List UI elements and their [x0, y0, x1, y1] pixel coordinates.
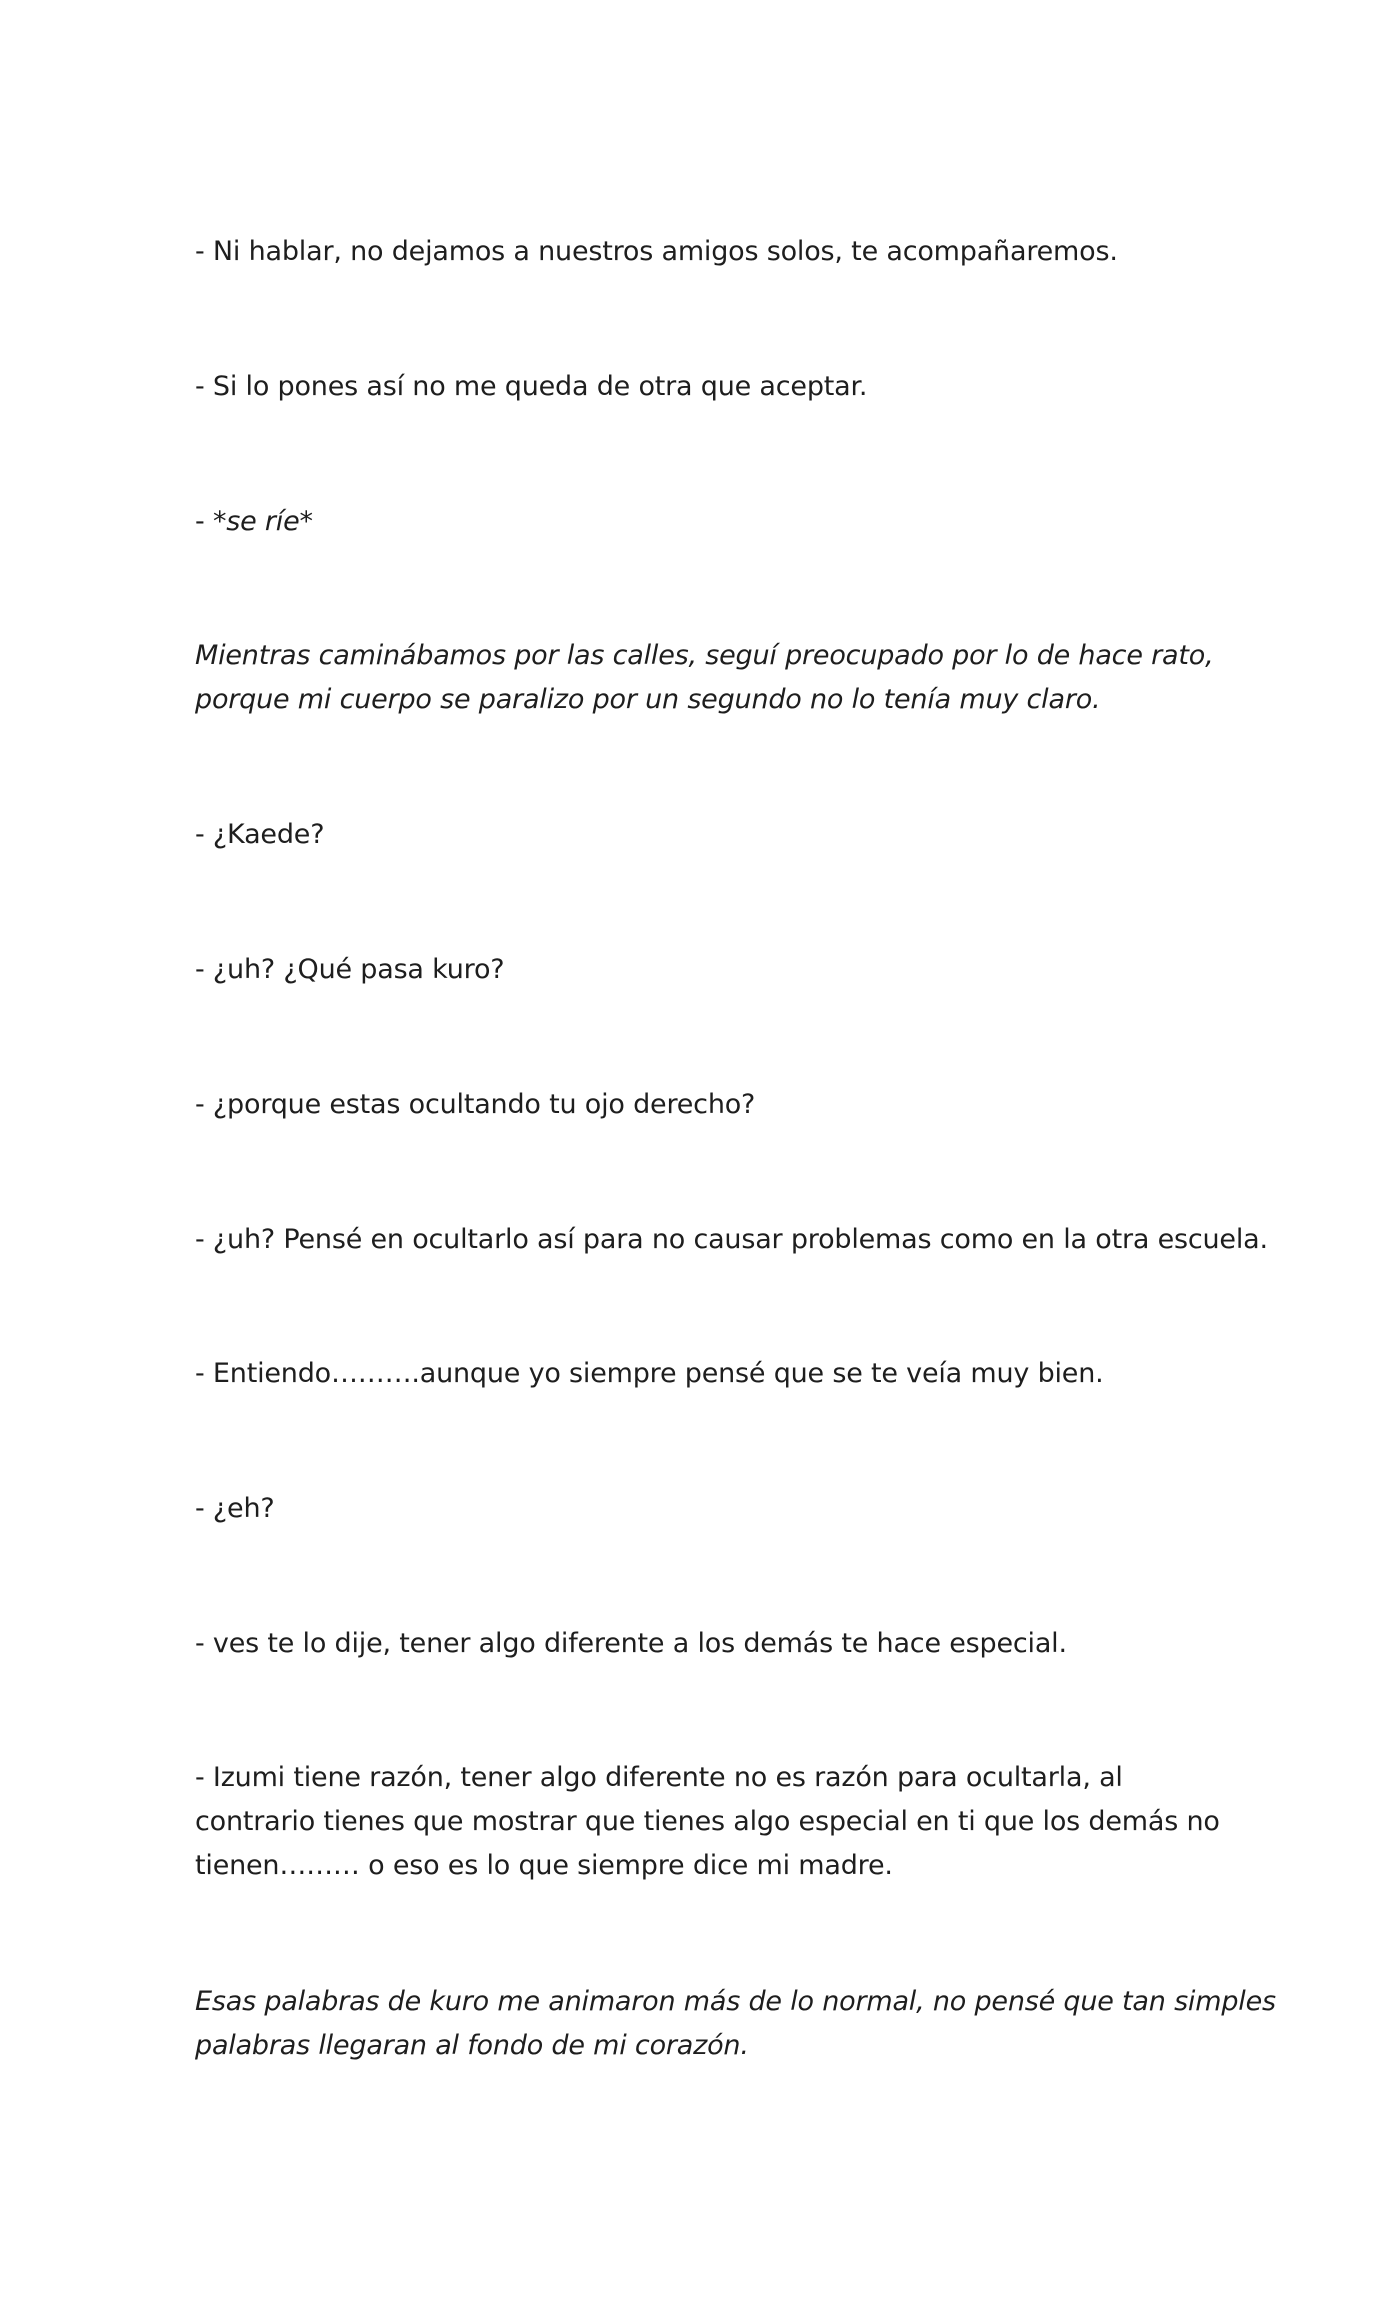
paragraph-2 [195, 365, 1255, 409]
dialogue-dash: - [195, 506, 213, 537]
paragraph-7 [195, 1083, 1255, 1127]
text-line: tienen……… o eso es lo que siempre dice mi madre. [195, 1850, 893, 1881]
paragraph-4 [195, 634, 1255, 722]
text-line: - ¿uh? Pensé en ocultarlo así para no causar problemas como en la otra escuela. [195, 1224, 1268, 1255]
italic-action: *se ríe* [212, 506, 313, 537]
text-line: Mientras caminábamos por las calles, seguí preocupado por lo de hace rato, [195, 640, 1214, 671]
text-line: contrario tienes que mostrar que tienes algo especial en ti que los demás no [195, 1806, 1220, 1837]
text-line: - ves te lo dije, tener algo diferente a los demás te hace especial. [195, 1628, 1067, 1659]
text-line: - ¿eh? [195, 1493, 275, 1524]
paragraph-1 [195, 230, 1255, 274]
paragraph-11 [195, 1622, 1255, 1666]
paragraph-12 [195, 1756, 1255, 1888]
paragraph-13 [195, 1980, 1276, 2068]
text-line: - Entiendo……….aunque yo siempre pensé que se te veía muy bien. [195, 1358, 1104, 1389]
paragraph-10 [195, 1487, 1255, 1531]
paragraph-3 [195, 500, 1255, 544]
text-line: Esas palabras de kuro me animaron más de lo normal, no pensé que tan simples [195, 1986, 1276, 2017]
paragraph-6 [195, 948, 1255, 992]
text-line: - ¿Kaede? [195, 819, 325, 850]
text-line: - ¿uh? ¿Qué pasa kuro? [195, 954, 505, 985]
text-line: - Si lo pones así no me queda de otra que aceptar. [195, 371, 868, 402]
text-line: - ¿porque estas ocultando tu ojo derecho? [195, 1089, 756, 1120]
text-line [195, 500, 1255, 544]
text-line: porque mi cuerpo se paralizo por un segundo no lo tenía muy claro. [195, 684, 1101, 715]
paragraph-9 [195, 1352, 1255, 1396]
text-line: - Ni hablar, no dejamos a nuestros amigos solos, te acompañaremos. [195, 236, 1118, 267]
text-line: - Izumi tiene razón, tener algo diferente no es razón para ocultarla, al [195, 1762, 1123, 1793]
paragraph-8 [195, 1218, 1268, 1262]
paragraph-5 [195, 813, 1255, 857]
text-line: palabras llegaran al fondo de mi corazón. [195, 2030, 749, 2061]
